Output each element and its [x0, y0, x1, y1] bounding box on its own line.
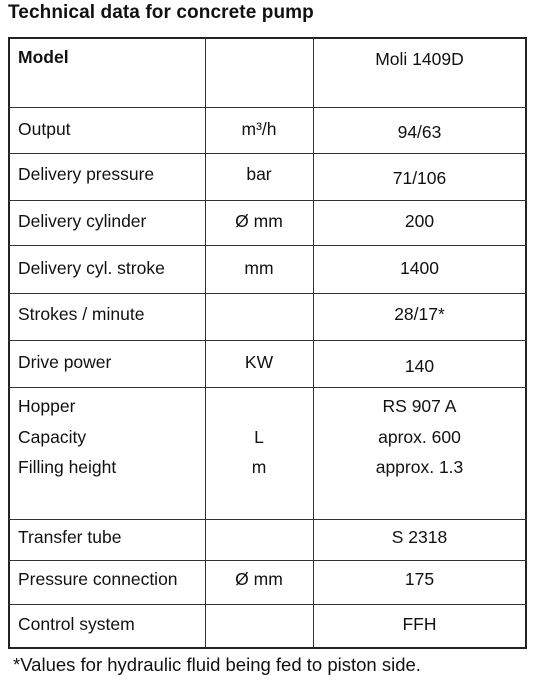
table-row — [8, 293, 527, 341]
row-value: FFH — [402, 614, 437, 634]
row-label: Control system — [18, 614, 135, 634]
table-row — [8, 519, 527, 561]
table-row-header — [8, 37, 527, 107]
table-row-group — [8, 387, 527, 520]
row-unit: m — [251, 457, 267, 477]
row-value: 175 — [404, 569, 435, 589]
row-label: Delivery cyl. stroke — [18, 258, 165, 278]
row-label: Filling height — [18, 457, 117, 477]
row-value: aprox. 600 — [378, 427, 461, 447]
row-label: Capacity — [18, 427, 87, 447]
row-unit: Ø mm — [235, 211, 283, 231]
row-value: S 2318 — [391, 527, 448, 547]
table-row — [8, 153, 527, 201]
row-value: 94/63 — [397, 122, 442, 142]
page-title: Technical data for concrete pump — [8, 2, 314, 23]
row-label: Output — [18, 119, 71, 139]
row-label: Strokes / minute — [18, 304, 145, 324]
row-value: 1400 — [400, 258, 439, 278]
row-label: Transfer tube — [18, 527, 122, 547]
row-label: Drive power — [18, 352, 112, 372]
row-unit: KW — [244, 352, 274, 372]
table-row — [8, 107, 527, 154]
table-row — [8, 604, 527, 650]
header-label: Model — [18, 47, 69, 67]
row-value: 140 — [404, 356, 435, 376]
table-row — [8, 245, 527, 294]
footnote: *Values for hydraulic fluid being fed to piston side. — [13, 654, 421, 675]
header-value: Moli 1409D — [375, 49, 464, 69]
row-label: Delivery cylinder — [18, 211, 147, 231]
row-label: Pressure connection — [18, 569, 178, 589]
row-unit: L — [254, 427, 264, 447]
row-value: 200 — [404, 211, 435, 231]
row-unit: mm — [244, 258, 274, 278]
table-row — [8, 340, 527, 388]
spec-table — [8, 37, 527, 649]
row-value: 28/17* — [394, 304, 445, 324]
table-row — [8, 200, 527, 246]
row-unit: m³/h — [241, 119, 277, 139]
table-row — [8, 560, 527, 605]
row-unit: Ø mm — [235, 569, 283, 589]
row-label: Hopper — [18, 396, 76, 416]
row-value: RS 907 A — [382, 396, 457, 416]
row-value: approx. 1.3 — [375, 457, 464, 477]
row-value: 71/106 — [392, 168, 447, 188]
row-unit: bar — [246, 164, 272, 184]
row-label: Delivery pressure — [18, 164, 155, 184]
